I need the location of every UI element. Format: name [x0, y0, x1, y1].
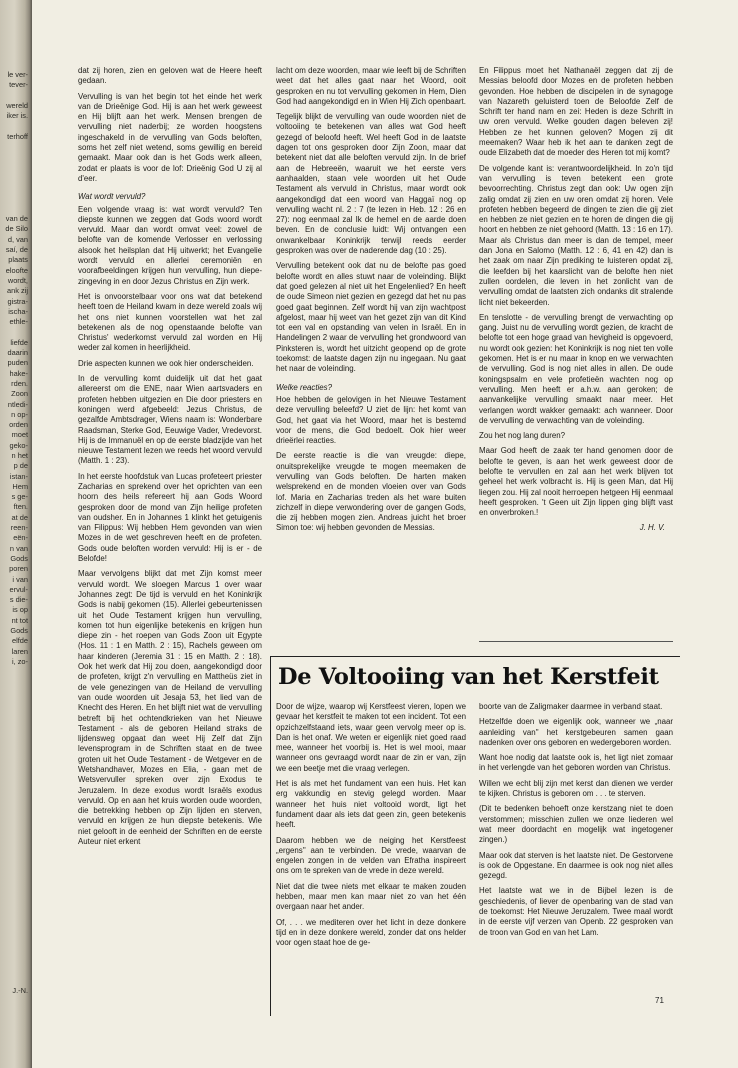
- edge-text-line: ften.: [13, 502, 28, 512]
- paragraph: Vervulling betekent ook dat nu de belofte pas goed belofte wordt en alles stuwt naar de voleinding. Blijkt dat goed gelezen al niet uit het Engelenlied? En heeft de oude Simeon niet gezien en gezegd dat het nu pas goed gaat beginnen. Zelf wordt hij van zijn wachtpost afgelost, maar hij weet van het gezet zijn van dit Kind tot een val en opstanding van velen in Israël. En in Handelingen 2 waar de vervulling het grondwoord van Pinksteren is, wordt het uitzicht geopend op de grote toekomst: de laatste dagen zijn nu ingegaan. Nu gaat het naar de voleinding.: [276, 261, 466, 374]
- edge-text-line: orden: [9, 420, 28, 430]
- paragraph: Het is onvoorstelbaar voor ons wat dat betekend heeft toen de Heiland kwam in deze wereld zoals wij het ons niet kunnen voorstellen wat het zal betekenen als de nog openstaande belofte van Christus' wederkomst vervuld zal worden en Hij weder zal komen in heerlijkheid.: [78, 291, 262, 353]
- paragraph: De volgende kant is: verantwoordelijkheid. In zo'n tijd van vervulling is teven betekent een grote bevoorrechting. Christus zegt dan ook: Uw ogen zijn zalig omdat zij zien en uw oren omdat zij horen. Vele profeten hebben begeerd de dingen te zien die gij ziet en hebben ze niet gezien en te horen de dingen die gij hoort en hebben ze niet gehoord (Matth. 13 : 16 en 17). Maar als Christus dan meer is dan de tempel, meer dan Jona en Salomo (Matth. 12 : 6, 41 en 42) dan is het zaak om naar Zijn prediking te luisteren opdat zij, die leefden bij het kaarslicht van de belofte hen niet zullen oordelen, die leven in het zonlicht van de vervulling omdat de laatsten zich ondanks dit stralende licht niet bekeerden.: [479, 163, 673, 307]
- edge-text-line: liefde: [10, 337, 28, 347]
- edge-text-line: is op: [12, 605, 28, 615]
- paragraph: Want hoe nodig dat laatste ook is, het ligt niet zomaar in het verlengde van het geboren worden van Christus.: [479, 753, 673, 773]
- edge-text-line: Gods: [10, 626, 28, 636]
- edge-text-line: [0, 966, 28, 976]
- edge-text-line: geko-: [9, 440, 28, 450]
- edge-text-line: de Silo: [5, 224, 28, 234]
- paragraph: Maar vervolgens blijkt dat met Zijn komst meer vervuld wordt. We sloegen Marcus 1 over waar Johannes zegt: De tijd is vervuld en het Koninkrijk Gods is nabij gekomen (15). Allerlei gebeurtenissen uit het Oude Testament krijgen hun vervulling, komen tot hun eigenlijke betekenis en krijgen hun diepe zin - het roepen van Gods Zoon uit Egypte (Hos. 11 : 1 en Matth. 2 : 15), Rachels geween om haar kinderen (Jeremia 31 : 15 en Matth. 2 : 18). Ook het werk dat Hij zou doen, aangekondigd door de profeten, krijgt z'n vervulling en Mattheüs ziet in de vele genezingen van de Heiland de vervulling van oude woorden uit Jesaja 53, het lied van de Knecht des Heren. En het blijft niet wat de vervulling betreft bij het ochtendkrieken van het Nieuwe Testament - als de geboren Heiland straks de lijdensweg opgaat dan weet Hij Zelf dat Zijn levensprogram in de Schriften staat en de twee groten uit het Oude Testament - de Wetgever en de Wetshandhaver, Mozes en Elia, - gaan met de Wetsvervuller spreken over zijn Exodus te Jeruzalem. In deze exodus wordt Israëls exodus vervuld. Op en aan het kruis worden oude woorden, die betrekking hebben op Zijn lijden en sterven, vervuld en krijgen ze hun diepste betekenis. Wie niet gelooft in de eenheid der Schriften en de eerste Auteur niet erkent: [78, 569, 262, 847]
- edge-text-line: n het: [11, 450, 28, 460]
- edge-text-line: [0, 780, 28, 790]
- edge-text-line: [0, 667, 28, 677]
- edge-text-line: [0, 678, 28, 688]
- paragraph: Maar ook dat sterven is het laatste niet. De Gestorvene is ook de Opgestane. En daarmee is ook nog niet alles gezegd.: [479, 850, 673, 881]
- edge-text-line: [0, 853, 28, 863]
- edge-text-line: d, van: [7, 234, 28, 244]
- edge-text-line: eloofte: [5, 265, 28, 275]
- paragraph: In de vervulling komt duidelijk uit dat het gaat allereerst om die ENE, naar Wien aartsvaders en profeten hebben uitgezien en Die door priesters en koningen werd afgebeeld: Jezus Christus, de gezalfde Ambtsdrager, Wiens naam is: Wonderbare Raadsman, Sterke God, Eeuwige Vader, Vredevorst. Hij is de Immanuël en op de eerste bladzijde van het nieuwe Testament lezen we reeds het woord vervuld (Matth. 1 : 23).: [78, 374, 262, 466]
- edge-text-line: Hem: [12, 481, 28, 491]
- edge-text-line: [0, 863, 28, 873]
- edge-text-line: [0, 750, 28, 760]
- edge-text-line: i van: [12, 574, 28, 584]
- edge-text-line: wordt,: [7, 275, 28, 285]
- paragraph: Het laatste wat we in de Bijbel lezen is de geschiedenis, of liever de openbaring van de stad van de toekomst: Het Nieuwe Jeruzalem. Twee maal wordt in de eerste vijf verzen van Openb. 22 gesproken van de troon van God en van het Lam.: [479, 886, 673, 937]
- edge-text-line: ervul-: [9, 584, 28, 594]
- paragraph: Een volgende vraag is: wat wordt vervuld? Ten diepste kunnen we zeggen dat Gods woord wordt vervuld. Maar dan wordt omvat veel: zowel de belofte van de komende Verlosser en verlossing alsook het heilsplan dat Hij uitwerkt; het Evangelie wordt vervuld en allerlei ceremoniën en voorafbeeldingen krijgen hun vervulling, hun diepe-zingeving in en door Jezus Christus en Zijn werk.: [78, 204, 262, 286]
- edge-text-line: van de: [5, 214, 28, 224]
- paragraph: Het is als met het fundament van een huis. Het kan erg vakkundig en stevig gelegd worden. Maar wanneer het huis niet voltooid wordt, ligt het fundament daar als iets dat geen zin, geen betekenis heeft.: [276, 779, 466, 830]
- edge-text-line: s die-: [9, 595, 28, 605]
- edge-text-line: Gods: [10, 553, 28, 563]
- section-subheading: Wat wordt vervuld?: [78, 192, 146, 202]
- paragraph: Hoe hebben de gelovigen in het Nieuwe Testament deze vervulling beleefd? U ziet de lijn: het komt van God, het gaat via het Woord, maar het is bestemd voor de mens, die God bedoelt. Ook hier weer drieërlei reacties.: [276, 394, 466, 446]
- edge-text-line: [0, 163, 28, 173]
- edge-text-line: at de: [11, 512, 28, 522]
- edge-text-line: [0, 698, 28, 708]
- second-article-column-2: [479, 702, 673, 943]
- paragraph: Zou het nog lang duren?: [479, 431, 565, 441]
- paragraph: Of, . . . we mediteren over het licht in deze donkere tijd en in deze donkere wereld, zonder dat ons helder voor ogen staat hoe de ge-: [276, 917, 466, 948]
- edge-text-line: [0, 152, 28, 162]
- edge-text-line: moet: [11, 430, 28, 440]
- edge-text-line: ethle-: [9, 317, 28, 327]
- edge-text-line: terhoff: [7, 131, 28, 141]
- article-end-rule: [479, 641, 673, 642]
- edge-text-line: [0, 729, 28, 739]
- edge-text-line: eën-: [13, 533, 28, 543]
- edge-text-line: [0, 688, 28, 698]
- edge-text-line: reen-: [10, 523, 28, 533]
- edge-text-line: daarin: [7, 348, 28, 358]
- edge-text-line: iker is.: [6, 111, 28, 121]
- edge-text-line: elfde: [11, 636, 28, 646]
- paragraph: lacht om deze woorden, maar wie leeft bij de Schriften weet dat het alles gaat naar het Woord, ooit gesproken en nu tot vervulling gekomen in Hem, Dien God had aangekondigd en in Wien Hij Zich openbaart.: [276, 66, 466, 106]
- edge-text-line: Zoon: [11, 389, 28, 399]
- paragraph: Drie aspecten kunnen we ook hier onderscheiden.: [78, 358, 254, 368]
- edge-text-line: [0, 925, 28, 935]
- edge-text-line: le ver-: [7, 70, 28, 79]
- paragraph: Niet dat die twee niets met elkaar te maken zouden hebben, maar men kan maar niet zo van het één overgaan naar het ander.: [276, 881, 466, 912]
- page-number: 71: [655, 996, 664, 1005]
- paragraph: (Dit te bedenken behoeft onze kerstzang niet te doen verstommen; misschien zullen we onze liederen wel wat meer doordacht en mogelijk wat ingetogener zingen.): [479, 804, 673, 845]
- edge-text-line: istan-: [9, 471, 28, 481]
- section-subheading: Welke reacties?: [276, 382, 332, 392]
- second-article-column-1: [276, 702, 466, 954]
- paragraph: boorte van de Zaligmaker daarmee in verband staat.: [479, 702, 663, 711]
- paragraph: Willen we echt blij zijn met kerst dan dienen we verder te kijken. Christus is geboren om . . . te sterven.: [479, 778, 673, 799]
- edge-text-line: p de: [13, 461, 28, 471]
- edge-text-line: [0, 904, 28, 914]
- article-column-1: [78, 66, 262, 852]
- edge-text-line: [0, 801, 28, 811]
- edge-text-line: [0, 832, 28, 842]
- edge-text-line: [0, 739, 28, 749]
- edge-text-line: [0, 791, 28, 801]
- edge-text-line: [0, 842, 28, 852]
- edge-text-line: [0, 811, 28, 821]
- previous-page-edge-text: [0, 70, 28, 996]
- edge-text-line: [0, 914, 28, 924]
- paragraph: En tenslotte - de vervulling brengt de verwachting op gang. Juist nu de vervulling wordt gezien, de kracht de belofte tot een hoge graad van hevigheid is opgevoerd, nu wordt ook gezien: het Koninkrijk is nog niet ten volle gekomen. Het is er nu maar in knop en we verwachten de vervulling. God is nog niet alles in allen. De oude koningspsalm en vele profetieën wachten nog op vervulling. Men heeft er a.h.w. aan geroken; de aanvankelijke vervulling smaakt naar meer. Het verlangen wordt wakker gemaakt: ach wanneer. Door de vervulling de verwachting van de voleinding.: [479, 312, 673, 425]
- article-column-3: [479, 66, 673, 539]
- paragraph: dat zij horen, zien en geloven wat de Heere heeft gedaan.: [78, 66, 262, 86]
- edge-text-line: i, zo-: [11, 656, 28, 666]
- paragraph: In het eerste hoofdstuk van Lucas profeteert priester Zacharias en sprekend over het oprichten van een hoorn des heils refereert hij aan Gods Woord gesproken door de mond van Zijn heilige profeten van oudsher. En in Johannes 1 klinkt het getuigenis van Filippus: Wij hebben Hem gevonden van wien Mozes in de wet geschreven heeft en de profeten. Gods oude beloften worden vervuld: Hij is er - de Belofde!: [78, 471, 262, 564]
- edge-text-line: [0, 91, 28, 101]
- edge-text-line: [0, 822, 28, 832]
- article-column-2: [276, 66, 466, 539]
- paragraph: Maar God heeft de zaak ter hand genomen door de belofte te geven, is aan het werk geweest door de belofte te vervullen en zal aan het werk blijven tot geheel het werk volbracht is. Hij is geen Man, dat Hij liegen zou. Hij zal nooit herroepen hetgeen Hij eenmaal heeft gesproken. 't Geen uit Zijn lippen ging blijft vast en onverbroken.!: [479, 446, 673, 518]
- edge-text-line: ischa-: [8, 306, 28, 316]
- paragraph: En Filippus moet het Nathanaël zeggen dat zij de Messias beloofd door Mozes en de profeten hebben gevonden. Hoe hebben de discipelen in de synagoge van Nazareth geluisterd toen de Beloofde Zelf de Schrift ter hand nam en zei: Heden is deze Schrift in uw oren vervuld. Welke gouden dagen beleven zij! Hebben ze het kunnen geloven? Mogen zij dit meemaken? Waar heb ik het aan te danken zegt de oude Elizabeth dat de moeder des Heren tot mij komt?: [479, 66, 673, 158]
- edge-text-line: [0, 883, 28, 893]
- edge-text-line: [0, 204, 28, 214]
- edge-text-line: [0, 121, 28, 131]
- edge-text-line: rden.: [11, 378, 28, 388]
- edge-text-line: n op-: [11, 409, 28, 419]
- edge-text-line: laren: [11, 646, 28, 656]
- edge-text-line: [0, 142, 28, 152]
- article-headline: De Voltooiing van het Kerstfeit: [278, 664, 659, 690]
- edge-text-line: ank zij: [7, 286, 28, 296]
- edge-text-line: hake-: [9, 368, 28, 378]
- edge-text-line: [0, 708, 28, 718]
- edge-text-line: [0, 183, 28, 193]
- edge-text-line: J.-N.: [12, 986, 28, 996]
- paragraph: Hetzelfde doen we eigenlijk ook, wanneer we „naar aanleiding van'' het kerstgebeuren samen gaan nadenken over ons geboren en wedergeboren worden.: [479, 717, 673, 747]
- paragraph: De eerste reactie is die van vreugde: diepe, onuitsprekelijke vreugde te mogen meemaken de vervulling van Gods beloften. De harten maken welsprekend en de monden vloeien over van Gods lof. Maria en Zacharias treden als het ware buiten zichzelf in diepe verwondering over de gangen Gods, die zij hebben mogen zien. Andreas juicht het broer Simon toe: wij hebben gevonden de Messias.: [276, 451, 466, 533]
- edge-text-line: [0, 719, 28, 729]
- paragraph: Daarom hebben we de neiging het Kerstfeest „ergens'' aan te verbinden. De vrede, waarvan de engelen zongen in de velden van Efratha inspireert ons om te spreken van de vrede in deze wereld.: [276, 835, 466, 876]
- edge-text-line: gistra-: [7, 296, 28, 306]
- edge-text-line: n van: [9, 543, 28, 553]
- edge-text-line: tever-: [9, 80, 28, 90]
- edge-text-line: saí, de: [5, 245, 28, 255]
- edge-text-line: [0, 194, 28, 204]
- author-signature: J. H. V.: [639, 523, 665, 533]
- paragraph: Vervulling is van het begin tot het einde het werk van de Drieënige God. Hij is aan het werk geweest en Hij blijft aan het werk. Mensen brengen de vervulling niet naderbij; ze worden hoogstens ingeschakeld in de vervulling van Gods beloften, soms het zelf niet wetend, soms gewillig en bereid gemaakt. Maar ook dan is het Gods werk alleen, zodat er plaats is voor de lof: Drieënig God U zij al d'eer.: [78, 91, 262, 183]
- edge-text-line: wereld: [6, 100, 28, 110]
- edge-text-line: poren: [9, 564, 28, 574]
- edge-text-line: [0, 976, 28, 986]
- edge-text-line: [0, 894, 28, 904]
- edge-text-line: nt tot: [11, 615, 28, 625]
- edge-text-line: [0, 935, 28, 945]
- paragraph: Door de wijze, waarop wij Kerstfeest vieren, lopen we gevaar het kerstfeit te maken tot een incident. Tot een opzichzelfstaand iets, waar geen vervolg meer op is. Dan is het onaf. We weten er eigenlijk niet goed raad mee, wanneer het voorbij is. Het is wel mooi, maar wanneer ons gevraagd wordt naar de zin er van, zijn we een beetje met die vraag verlegen.: [276, 702, 466, 773]
- edge-text-line: [0, 770, 28, 780]
- edge-text-line: s ge-: [11, 492, 28, 502]
- edge-text-line: [0, 945, 28, 955]
- edge-text-line: plaats: [8, 255, 28, 265]
- edge-text-line: [0, 173, 28, 183]
- edge-text-line: ntledi-: [7, 399, 28, 409]
- edge-text-line: [0, 760, 28, 770]
- edge-text-line: [0, 956, 28, 966]
- edge-text-line: puden: [7, 358, 28, 368]
- edge-text-line: [0, 873, 28, 883]
- edge-text-line: [0, 327, 28, 337]
- paragraph: Tegelijk blijkt de vervulling van oude woorden niet de voltooiing te betekenen van alles wat God heeft gezegd of beloofd heeft. Wel heeft God in de laatste dagen tot ons gesproken door Zijn Zoon, maar dat betekent niet dat alle beloften vervuld zijn. In de brief aan de Hebreeën, waaruit we het eerste vers aanhaalden, staan vele woorden uit het Oude Testament als vervuld in Christus, maar wordt ook aangekondigd dat een woord van Haggaï nog op vervulling wacht nl. 2 : 7 (te lezen in Heb. 12 : 26 en 27): nog eenmaal zal Ik de hemel en de aarde doen beven. En de conclusie luidt: Wij ontvangen een onwankelbaar Koninkrijk terwijl reeds eerder gesproken was over de naderende dag (10 : 25).: [276, 112, 466, 256]
